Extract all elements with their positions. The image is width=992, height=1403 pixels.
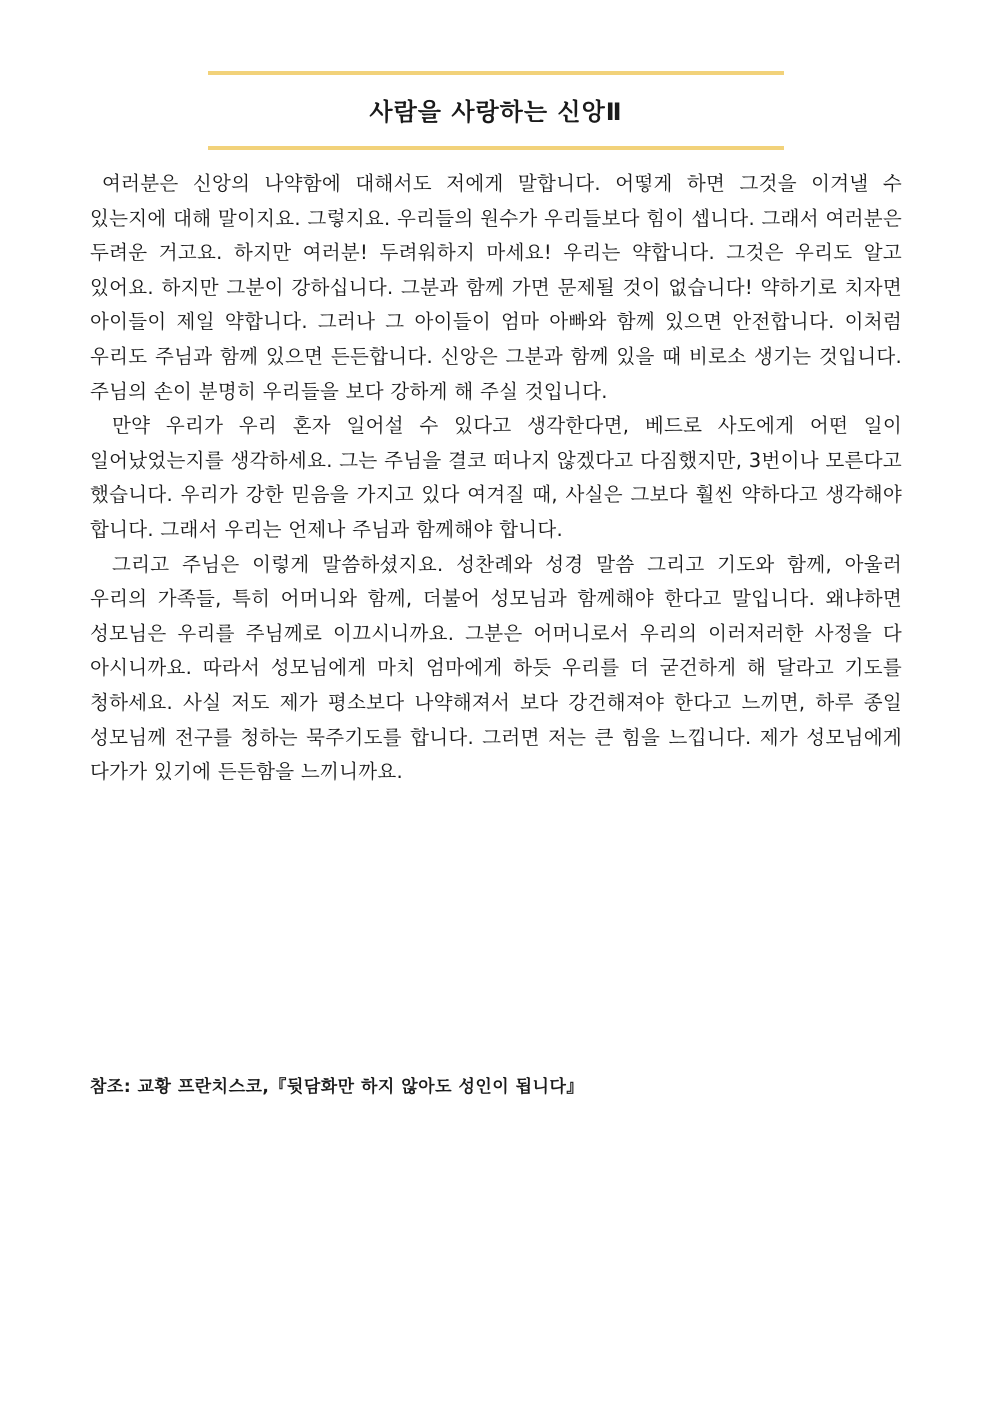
- paragraph: 만약 우리가 우리 혼자 일어설 수 있다고 생각한다면, 베드로 사도에게 어떤 일이 일어났었는지를 생각하세요. 그는 주님을 결코 떠나지 않겠다고 다짐했지만, 3번이나 모른다고 했습니다. 우리가 강한 믿음을 가지고 있다 여겨질 때, 사실은 그보다 훨씬 약하다고 생각해야 합니다. 그래서 우리는 언제나 주님과 함께해야 합니다.: [90, 414, 902, 541]
- title-rule-top: [208, 71, 784, 75]
- title-rule-bottom: [208, 146, 784, 150]
- page-title: 사람을 사랑하는 신앙Ⅱ: [369, 98, 623, 126]
- paragraph: 여러분은 신앙의 나약함에 대해서도 저에게 말합니다. 어떻게 하면 그것을 이겨낼 수 있는지에 대해 말이지요. 그렇지요. 우리들의 원수가 우리들보다 힘이 셉니다. 그래서 여러분은 두려운 거고요. 하지만 여러분! 두려워하지 마세요! 우리는 약합니다. 그것은 우리도 알고 있어요. 하지만 그분이 강하십니다. 그분과 함께 가면 문제될 것이 없습니다! 약하기로 치자면 아이들이 제일 약합니다. 그러나 그 아이들이 엄마 아빠와 함께 있으면 안전합니다. 이처럼 우리도 주님과 함께 있으면 든든합니다. 신앙은 그분과 함께 있을 때 비로소 생기는 것입니다. 주님의 손이 분명히 우리들을 보다 강하게 해 주실 것입니다.: [90, 172, 902, 403]
- paragraph: 그리고 주님은 이렇게 말씀하셨지요. 성찬례와 성경 말씀 그리고 기도와 함께, 아울러 우리의 가족들, 특히 어머니와 함께, 더불어 성모님과 함께해야 한다고 말입니다. 왜냐하면 성모님은 우리를 주님께로 이끄시니까요. 그분은 어머니로서 우리의 이러저러한 사정을 다 아시니까요. 따라서 성모님에게 마치 엄마에게 하듯 우리를 더 굳건하게 해 달라고 기도를 청하세요. 사실 저도 제가 평소보다 나약해져서 보다 강건해져야 한다고 느끼면, 하루 종일 성모님께 전구를 청하는 묵주기도를 합니다. 그러면 저는 큰 힘을 느낍니다. 제가 성모님에게 다가가 있기에 든든함을 느끼니까요.: [90, 552, 902, 784]
- reference-citation: 참조: 교황 프란치스코,『뒷담화만 하지 않아도 성인이 됩니다』: [90, 1077, 584, 1097]
- body-text: [90, 167, 902, 790]
